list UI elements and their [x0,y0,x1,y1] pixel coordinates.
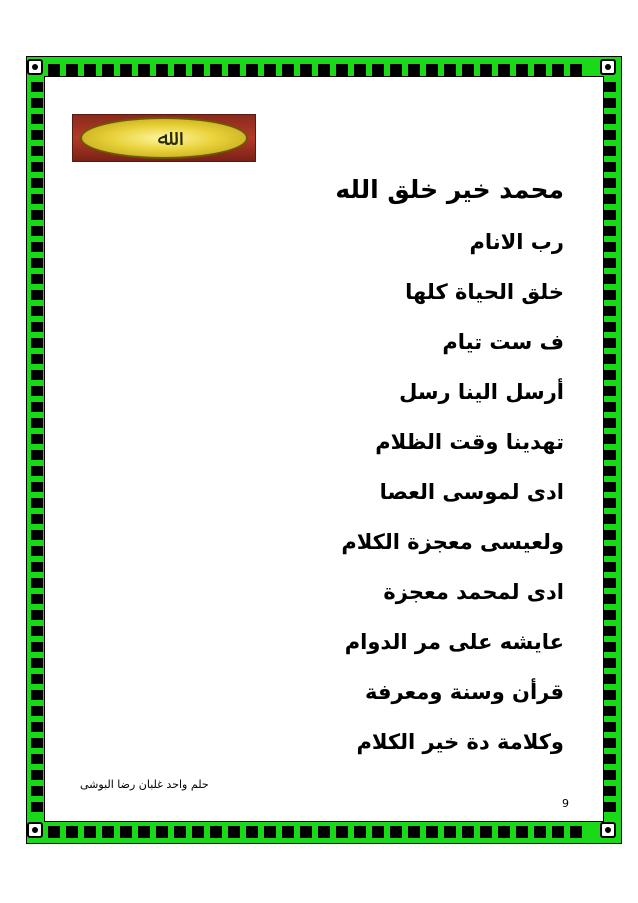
poem-line: قرأن وسنة ومعرفة [364,680,564,704]
border-square [31,178,43,188]
border-square [516,826,528,838]
border-square [31,642,43,652]
border-square [102,826,114,838]
border-square [390,64,402,76]
border-square [318,64,330,76]
border-square [498,64,510,76]
corner-ornament-top-right [600,59,616,75]
border-square [354,64,366,76]
border-square [604,306,616,316]
border-square [246,64,258,76]
border-square [31,402,43,412]
border-square [426,826,438,838]
poem-line: ادى لموسى العصا [379,480,564,504]
border-strip-right [604,82,616,822]
border-square [604,802,616,812]
poem-title: محمد خير خلق الله [335,175,564,204]
border-square [604,146,616,156]
corner-ornament-bottom-right [600,822,616,838]
border-square [354,826,366,838]
calligraphy-logo [72,114,256,162]
border-square [31,690,43,700]
border-square [480,64,492,76]
border-square [31,514,43,524]
border-square [604,530,616,540]
border-square [604,82,616,92]
border-square [336,826,348,838]
border-square [264,64,276,76]
border-square [31,290,43,300]
border-square [604,370,616,380]
border-square [570,826,582,838]
border-square [31,658,43,668]
border-square [31,498,43,508]
border-square [31,610,43,620]
corner-ornament-top-left [27,59,43,75]
border-square [138,64,150,76]
border-square [174,64,186,76]
border-square [31,210,43,220]
border-square [336,64,348,76]
border-square [31,482,43,492]
poem-line: ف ست تيام [442,330,564,354]
border-square [408,826,420,838]
border-square [31,546,43,556]
border-square [534,64,546,76]
poem-line: خلق الحياة كلها [405,280,564,304]
border-square [31,738,43,748]
border-square [31,530,43,540]
border-square [570,64,582,76]
poem-line: تهدينا وقت الظلام [375,430,564,454]
border-square [372,826,384,838]
border-square [84,826,96,838]
border-square [462,64,474,76]
border-square [246,826,258,838]
border-square [192,826,204,838]
border-square [604,594,616,604]
border-square [31,722,43,732]
border-square [31,754,43,764]
border-square [604,418,616,428]
border-square [31,322,43,332]
border-square [31,594,43,604]
border-square [372,64,384,76]
border-square [604,786,616,796]
border-square [604,274,616,284]
border-square [604,226,616,236]
border-square [604,130,616,140]
border-square [31,706,43,716]
border-square [31,242,43,252]
border-square [66,826,78,838]
poem-line: ولعيسى معجزة الكلام [341,530,564,554]
border-square [604,562,616,572]
border-square [516,64,528,76]
border-strip-top [48,64,596,76]
border-strip-left [31,82,43,822]
border-square [210,64,222,76]
border-square [31,130,43,140]
border-square [604,114,616,124]
border-square [604,706,616,716]
border-square [300,64,312,76]
poem-line: وكلامة دة خير الكلام [356,730,564,754]
border-square [31,306,43,316]
border-square [192,64,204,76]
border-square [604,738,616,748]
border-square [604,514,616,524]
border-square [31,274,43,284]
border-square [604,258,616,268]
border-square [604,338,616,348]
poem [144,170,564,772]
logo-calligraphy-text: ﷲ [157,125,171,151]
border-square [462,826,474,838]
border-square [228,826,240,838]
border-square [604,754,616,764]
border-square [31,370,43,380]
border-square [210,826,222,838]
border-square [31,162,43,172]
border-square [84,64,96,76]
border-square [604,450,616,460]
logo-oval [80,117,248,159]
border-square [604,290,616,300]
border-square [604,162,616,172]
poem-line: رب الانام [469,230,564,254]
border-square [604,434,616,444]
border-square [282,826,294,838]
border-square [31,578,43,588]
border-square [604,610,616,620]
border-square [300,826,312,838]
border-square [390,826,402,838]
border-strip-bottom [48,826,596,838]
border-square [604,386,616,396]
border-square [31,354,43,364]
border-square [120,64,132,76]
border-square [604,242,616,252]
poem-line: أرسل الينا رسل [399,380,564,404]
border-square [31,338,43,348]
border-square [31,466,43,476]
border-square [604,690,616,700]
border-square [552,64,564,76]
border-square [444,64,456,76]
border-square [156,64,168,76]
border-square [31,450,43,460]
border-square [66,64,78,76]
border-square [604,210,616,220]
border-square [102,64,114,76]
author-credit: حلم واحد غلبان رضا البوشى [80,778,209,791]
border-square [31,802,43,812]
poem-line: عايشه على مر الدوام [344,630,564,654]
border-square [604,498,616,508]
border-square [408,64,420,76]
border-square [282,64,294,76]
border-square [48,64,60,76]
border-square [31,226,43,236]
border-square [604,98,616,108]
corner-ornament-bottom-left [27,822,43,838]
border-square [604,578,616,588]
page-number: 9 [562,797,569,810]
border-square [228,64,240,76]
border-square [604,626,616,636]
border-square [31,770,43,780]
border-square [604,658,616,668]
border-square [444,826,456,838]
border-square [31,194,43,204]
border-square [31,674,43,684]
border-square [604,466,616,476]
border-square [318,826,330,838]
border-square [120,826,132,838]
border-square [31,418,43,428]
border-square [31,434,43,444]
border-square [31,258,43,268]
border-square [48,826,60,838]
border-square [604,322,616,332]
border-square [604,482,616,492]
border-square [534,826,546,838]
border-square [31,626,43,636]
border-square [31,98,43,108]
border-square [604,722,616,732]
border-square [264,826,276,838]
border-square [480,826,492,838]
border-square [604,674,616,684]
border-square [604,402,616,412]
border-square [156,826,168,838]
border-square [174,826,186,838]
border-square [604,194,616,204]
border-square [604,546,616,556]
border-square [604,770,616,780]
poem-line: ادى لمحمد معجزة [383,580,564,604]
border-square [31,562,43,572]
border-square [31,114,43,124]
border-square [138,826,150,838]
border-square [604,178,616,188]
border-square [31,82,43,92]
border-square [498,826,510,838]
border-square [604,642,616,652]
border-square [552,826,564,838]
border-square [426,64,438,76]
border-square [31,146,43,156]
border-square [31,386,43,396]
border-square [31,786,43,796]
border-square [604,354,616,364]
